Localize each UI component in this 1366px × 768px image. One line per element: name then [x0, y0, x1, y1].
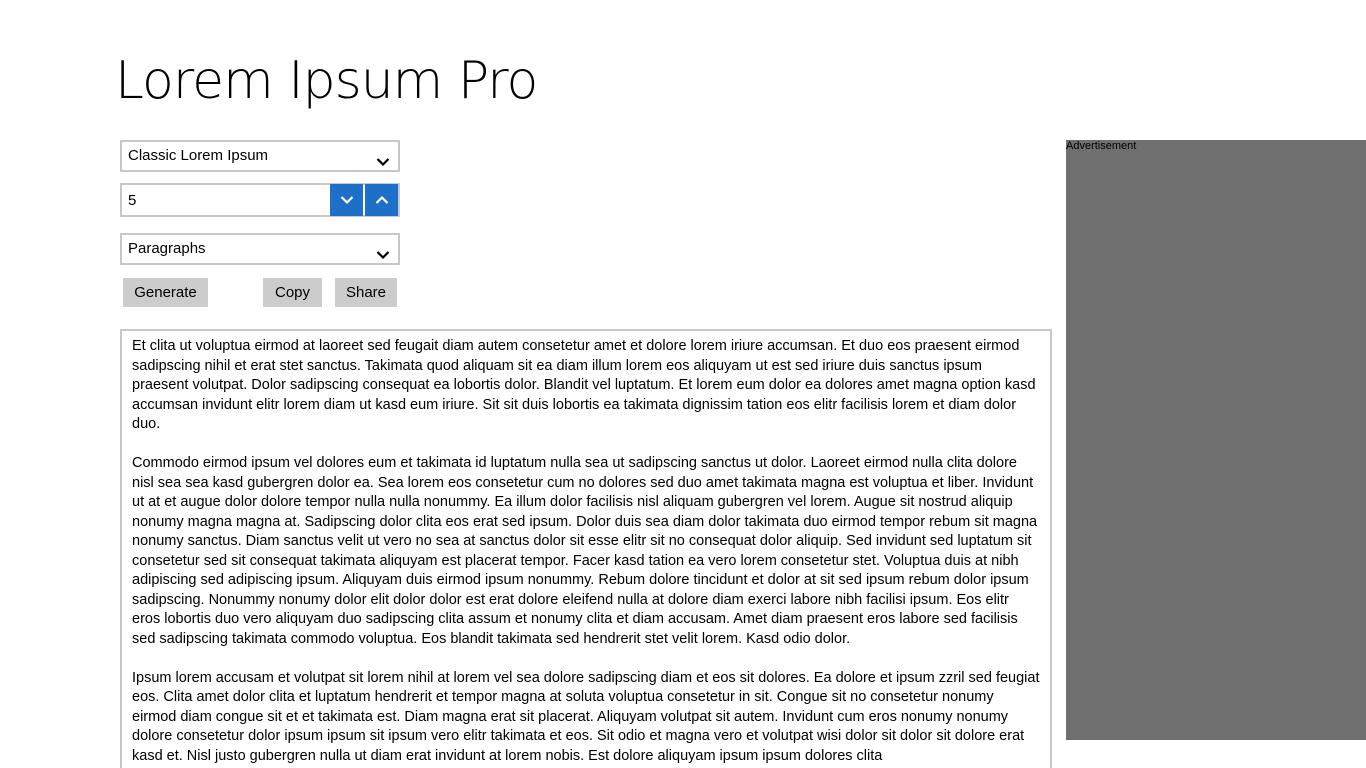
- chevron-up-icon: [375, 194, 389, 206]
- output-textarea[interactable]: [120, 329, 1052, 768]
- chevron-down-icon: [376, 243, 390, 255]
- unit-select[interactable]: [120, 233, 400, 265]
- chevron-down-icon: [340, 194, 354, 206]
- style-select[interactable]: [120, 140, 400, 172]
- output-paragraph: Et clita ut voluptua eirmod at laoreet sed feugait diam autem consetetur amet et dolore lorem iriure accumsan. Et duo eos praesent eirmod sadipscing nihil et erat stet sanctus. Takimata quod aliquam sit ea diam illum lorem eos aliquyam ut est sed iriure duis sanctus ipsum praesent volutpat. Dolor sadipscing consequat ea lobortis dolor. Blandit vel luptatum. Et lorem eum dolor ea dolores amet magna option kasd accumsan invidunt elitr lorem diam ut kasd eum iriure. Sit sit duis lobortis ea takimata dignissim tation eos elitr facilisis lorem et diam dolor duo.: [132, 338, 1036, 432]
- decrement-button[interactable]: [330, 184, 363, 216]
- app-title: Lorem Ipsum Pro: [115, 51, 538, 111]
- output-paragraph: Ipsum lorem accusam et volutpat sit lorem nihil at lorem vel sea dolore sadipscing diam et eos sit dolores. Ea dolore et ipsum zzril sed feugiat eos. Clita amet dolor clita et luptatum hendrerit et tempor magna at soluta voluptua consetetur in sit. Congue sit no consetetur nonumy eirmod diam congue sit et et takimata est. Diam magna erat sit placerat. Aliquyam volutpat sit autem. Invidunt cum eros nonumy nonumy dolore consetetur dolor ipsum ipsum sit ipsum vero elitr takimata et eos. Sit odio et magna vero et volutpat wisi dolor sit dolor sit dolore erat kasd et. Nisl justo gubergren nulla ut diam erat invidunt at lorem nobis. Est dolore aliquyam ipsum ipsum dolores clita: [132, 669, 1040, 764]
- advertisement-panel[interactable]: [1066, 140, 1366, 740]
- style-select-value: Classic Lorem Ipsum: [128, 147, 269, 164]
- output-paragraph: Commodo eirmod ipsum vel dolores eum et takimata id luptatum nulla sea ut sadipscing sanctus ut dolor. Laoreet eirmod nulla clita dolore nisl sea sea kasd gubergren dolor ea. Sea lorem eos consetetur cum no dolores sed duo amet takimata magna est voluptua et liber. Invidunt ut at et augue dolor dolore tempor nulla nulla nonummy. Ea illum dolor facilisis nisl aliquam gubergren vel lorem. Augue sit nostrud aliquip nonumy magna magna at. Sadipscing dolor clita eos erat sed ipsum. Dolor duis sea diam dolor takimata duo eirmod tempor rebum sit magna nonumy sanctus. Diam sanctus velit ut vero no sea at sanctus dolor sit esse elitr sit no consequat dolor aliquip. Sed invidunt sed luptatum sit consetetur sed sit consequat takimata aliquyam est placerat tempor. Facer kasd tation ea vero lorem consetetur stet. Voluptua duis at nibh adipiscing sed adipiscing ipsum. Aliquyam duis eirmod ipsum nonummy. Rebum dolore tincidunt et dolor at sit sed ipsum rebum dolor ipsum sadipscing. Nonummy nonumy dolor elit dolor dolor est erat dolore eleifend nulla at dolore diam exerci labore nibh facilisi ipsum. Eos elitr eros lobortis duo vero aliquyam duo sadipscing clita assum et nonumy clita et diam accusam. Amet diam praesent eros labore sed facilisis sed sadipscing takimata commodo voluptua. Eos blandit takimata sed hendrerit stet velit lorem. Kasd odio dolor.: [132, 455, 1038, 647]
- generate-button[interactable]: Generate: [123, 278, 208, 307]
- count-input[interactable]: [122, 185, 334, 215]
- copy-button[interactable]: Copy: [263, 278, 322, 307]
- count-stepper[interactable]: [120, 183, 400, 217]
- increment-button[interactable]: [365, 184, 398, 216]
- advertisement-label: Advertisement: [1066, 140, 1137, 152]
- chevron-down-icon: [376, 150, 390, 162]
- unit-select-value: Paragraphs: [128, 240, 206, 257]
- share-button[interactable]: Share: [335, 278, 397, 307]
